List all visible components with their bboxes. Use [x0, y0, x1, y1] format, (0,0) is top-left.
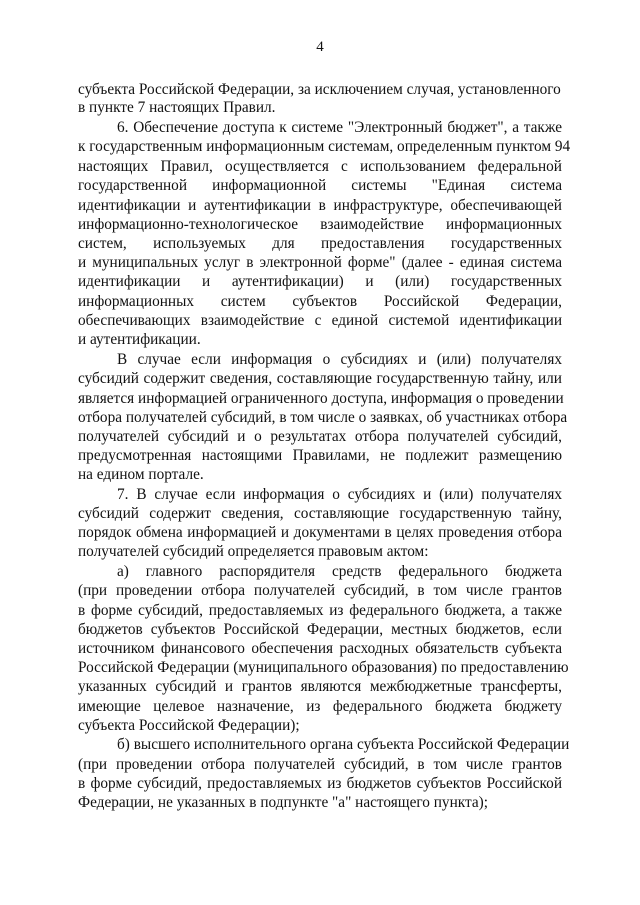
subitem-b-first-line: б) высшего исполнительного органа субъекта Российской Федерации: [117, 736, 570, 753]
text-line: порядок обмена информацией и документами в целях проведения отбора: [78, 524, 562, 541]
text-line: получателей субсидий определяется правовым актом:: [78, 543, 429, 560]
text-line: бюджетов субъектов Российской Федерации, местных бюджетов, если: [78, 621, 562, 638]
text-line: субсидий содержит сведения, составляющие государственную тайну,: [78, 505, 562, 522]
text-line: к государственным информационным системам, определенным пунктом 94: [78, 138, 571, 155]
text-line: в форме субсидий, предоставляемых из бюджетов субъектов Российской: [78, 775, 562, 792]
text-line: настоящих Правил, осуществляется с использованием федеральной: [78, 158, 562, 175]
text-line: и муниципальных услуг в электронной форме" (далее - единая система: [78, 254, 562, 271]
text-line: информационных систем субъектов Российской Федерации,: [78, 293, 562, 310]
text-line: систем, используемых для предоставления государственных: [78, 235, 562, 252]
text-line: субсидий содержит сведения, составляющие государственную тайну, или: [78, 370, 562, 387]
paragraph-6-first-line: 6. Обеспечение доступа к системе "Электронный бюджет", а также: [117, 119, 562, 136]
paragraph-first-line: В случае если информация о субсидиях и (или) получателях: [117, 351, 562, 368]
text-line: государственной информационной системы "Единая система: [78, 177, 562, 194]
text-line: в пункте 7 настоящих Правил.: [78, 99, 276, 116]
text-line: и аутентификации.: [78, 331, 201, 348]
paragraph-7-first-line: 7. В случае если информация о субсидиях и (или) получателях: [117, 486, 562, 503]
text-line: отбора получателей субсидий, в том числе о заявках, об участниках отбора: [78, 409, 568, 426]
text-line: в форме субсидий, предоставляемых из федерального бюджета, а также: [78, 602, 562, 619]
text-line: Российской Федерации (муниципального образования) по предоставлению: [78, 659, 569, 676]
text-line: получателей субсидий и о результатах отбора получателей субсидий,: [78, 428, 562, 445]
subitem-a-first-line: а) главного распорядителя средств федерального бюджета: [117, 563, 562, 580]
text-line: (при проведении отбора получателей субсидий, в том числе грантов: [78, 582, 562, 599]
page-number: 4: [316, 39, 324, 55]
text-line: обеспечивающих взаимодействие с единой системой идентификации: [78, 312, 562, 329]
text-line: субъекта Российской Федерации, за исключением случая, установленного: [78, 81, 561, 98]
text-line: (при проведении отбора получателей субсидий, в том числе грантов: [78, 756, 562, 773]
text-line: Федерации, не указанных в подпункте "а" настоящего пункта);: [78, 794, 488, 811]
text-line: предусмотренная настоящими Правилами, не подлежит размещению: [78, 447, 562, 464]
text-line: является информацией ограниченного доступа, информация о проведении: [78, 390, 564, 407]
text-line: субъекта Российской Федерации);: [78, 717, 300, 734]
text-line: на едином портале.: [78, 466, 204, 483]
text-line: имеющие целевое назначение, из федерального бюджета бюджету: [78, 698, 562, 715]
text-line: идентификации и аутентификации в инфраструктуре, обеспечивающей: [78, 197, 562, 214]
text-line: указанных субсидий и грантов являются межбюджетные трансферты,: [78, 678, 562, 695]
text-line: идентификации и аутентификации) и (или) государственных: [78, 273, 562, 290]
text-line: источником финансового обеспечения расходных обязательств субъекта: [78, 640, 562, 657]
text-line: информационно-технологическое взаимодействие информационных: [78, 216, 562, 233]
